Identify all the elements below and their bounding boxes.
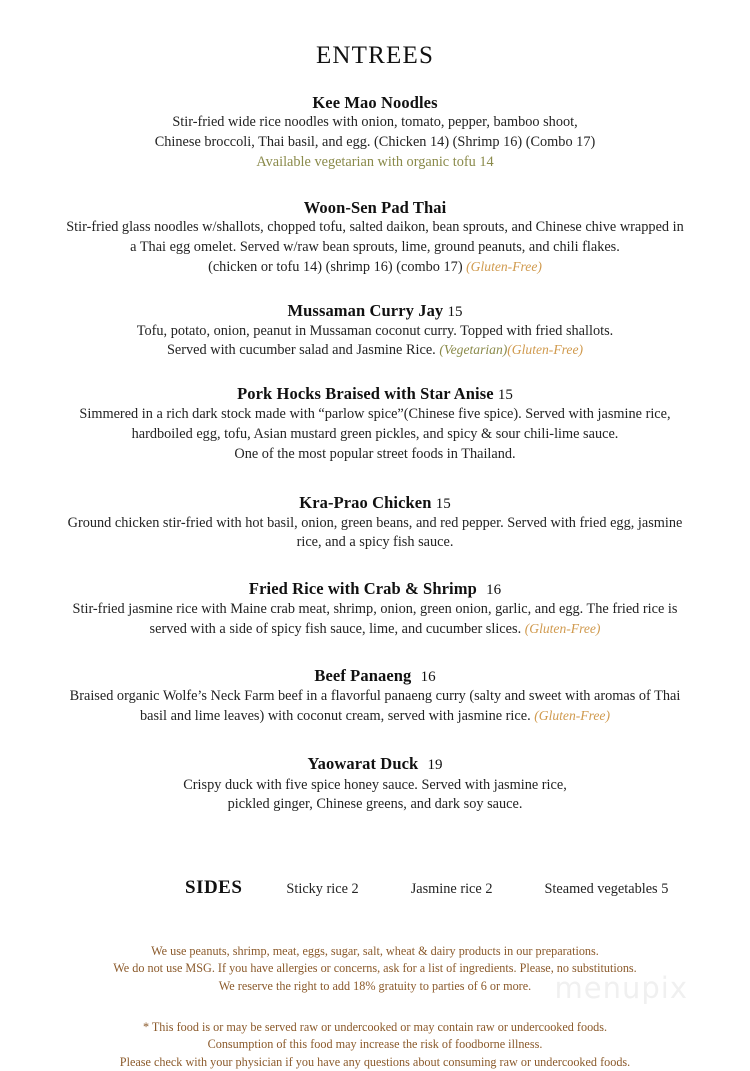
side-item: Sticky rice 2 [286, 881, 359, 897]
side-item: Jasmine rice 2 [410, 881, 493, 897]
menu-item-description-line: Stir-fried glass noodles w/shallots, chopped tofu, salted daikon, bean sprouts, and Chinese chive wrapped in [66, 219, 684, 236]
raw-food-disclaimer-line: Please check with your physician if you have any questions about consuming raw or undercooked foods. [119, 1054, 631, 1069]
menupix-watermark: menupix [554, 971, 688, 1005]
gluten-free-tag: (Gluten-Free) [534, 707, 610, 723]
menu-item-vegetarian-note: Available vegetarian with organic tofu 14 [256, 153, 494, 170]
gluten-free-tag: (Gluten-Free) [466, 258, 542, 274]
menu-item-description-line: Stir-fried wide rice noodles with onion, tomato, pepper, bamboo shoot, [172, 114, 578, 131]
menu-item-heading [30, 197, 720, 218]
menu-item-description-text: served with a side of spicy fish sauce, lime, and cucumber slices. [149, 621, 522, 638]
menu-item-name: Pork Hocks Braised with Star Anise [237, 384, 494, 404]
menu-item-description-text: basil and lime leaves) with coconut cream, served with jasmine rice. [140, 707, 531, 724]
menu-item-heading [30, 578, 720, 600]
menu-item-description-line: Stir-fried jasmine rice with Maine crab meat, shrimp, onion, green onion, garlic, and egg. The fried rice is [72, 601, 678, 618]
menu-item [30, 300, 720, 362]
vegetarian-tag: (Vegetarian) [439, 342, 508, 358]
menu-item-description-line: a Thai egg omelet. Served w/raw bean sprouts, lime, ground peanuts, and chili flakes. [130, 239, 620, 256]
menu-item-price-options: (chicken or tofu 14) (shrimp 16) (combo 17) [208, 258, 463, 275]
menu-item [30, 665, 720, 727]
menu-item-heading [30, 383, 720, 405]
menu-item-description-line [63, 258, 687, 278]
menu-item-heading [30, 753, 720, 775]
side-item: Steamed vegetables 5 [544, 881, 669, 897]
menu-item-heading [30, 92, 720, 113]
menu-item-description-line: rice, and a spicy fish sauce. [296, 534, 454, 551]
menu-item-heading [30, 492, 720, 514]
menu-items-list [0, 92, 750, 815]
allergy-disclaimer-line: We reserve the right to add 18% gratuity to parties of 6 or more. [218, 978, 532, 993]
menu-item-name: Kra-Prao Chicken [299, 492, 432, 512]
menu-item-description-line: Chinese broccoli, Thai basil, and egg. (Chicken 14) (Shrimp 16) (Combo 17) [154, 133, 596, 150]
menu-item-heading [30, 665, 720, 687]
menu-item-description-line: Crispy duck with five spice honey sauce. Served with jasmine rice, [183, 776, 567, 793]
menu-item-name: Beef Panaeng [314, 665, 412, 685]
menu-item-name: Fried Rice with Crab & Shrimp [248, 579, 477, 599]
menu-item-description-text: Served with cucumber salad and Jasmine Rice. [166, 342, 436, 359]
menu-item [30, 578, 720, 640]
page-title: ENTREES [315, 42, 435, 69]
menu-item [30, 92, 720, 172]
allergy-disclaimer-line: We do not use MSG. If you have allergies or concerns, ask for a list of ingredients. Please, no substitutions. [113, 961, 637, 976]
raw-food-disclaimer [0, 1019, 750, 1071]
raw-food-disclaimer-line: Consumption of this food may increase the risk of foodborne illness. [207, 1037, 543, 1052]
menu-item-name: Yaowarat Duck [307, 754, 419, 774]
menu-item-heading [30, 300, 720, 322]
menu-item-description-line: Tofu, potato, onion, peanut in Mussaman coconut curry. Topped with fried shallots. [136, 322, 614, 339]
menu-item-price: 16 [486, 582, 502, 599]
menu-item-description-line: One of the most popular street foods in Thailand. [234, 445, 516, 462]
menu-item-description-line: Braised organic Wolfe’s Neck Farm beef in a flavorful panaeng curry (salty and sweet with aromas of Thai [69, 687, 681, 704]
menu-item [30, 492, 720, 554]
menu-item-price: 16 [420, 668, 436, 685]
menu-item-price: 15 [497, 387, 513, 404]
gluten-free-tag: (Gluten-Free) [507, 342, 584, 358]
menu-item-description-line [63, 620, 687, 640]
gluten-free-tag: (Gluten-Free) [524, 621, 601, 637]
menu-item-description-line: Simmered in a rich dark stock made with “parlow spice”(Chinese five spice). Served with jasmine rice, [79, 406, 671, 423]
menu-item-name: Woon-Sen Pad Thai [303, 198, 447, 218]
menu-item-name: Kee Mao Noodles [312, 93, 438, 112]
menu-item-price: 15 [435, 495, 451, 512]
menu-item-description-line: hardboiled egg, tofu, Asian mustard green pickles, and spicy & sour chili-lime sauce. [131, 426, 619, 443]
raw-food-disclaimer-line: * This food is or may be served raw or undercooked or may contain raw or undercooked foods. [142, 1019, 608, 1034]
menu-item-price: 19 [427, 757, 443, 774]
menu-item-description-line: pickled ginger, Chinese greens, and dark soy sauce. [227, 796, 523, 813]
menu-item-price: 15 [447, 303, 463, 320]
sides-heading: SIDES [185, 877, 243, 898]
menu-item [30, 753, 720, 815]
menu-item-description-line [63, 707, 687, 727]
allergy-disclaimer-line: We use peanuts, shrimp, meat, eggs, sugar, salt, wheat & dairy products in our preparations. [151, 944, 599, 958]
menu-item-description-line: Ground chicken stir-fried with hot basil, onion, green beans, and red pepper. Served with fried egg, jasmine [67, 514, 683, 531]
menu-item [30, 197, 720, 277]
sides-section [0, 877, 750, 899]
menu-item-name: Mussaman Curry Jay [287, 300, 444, 320]
menu-item-description-line [73, 341, 677, 361]
menu-item [30, 383, 720, 464]
